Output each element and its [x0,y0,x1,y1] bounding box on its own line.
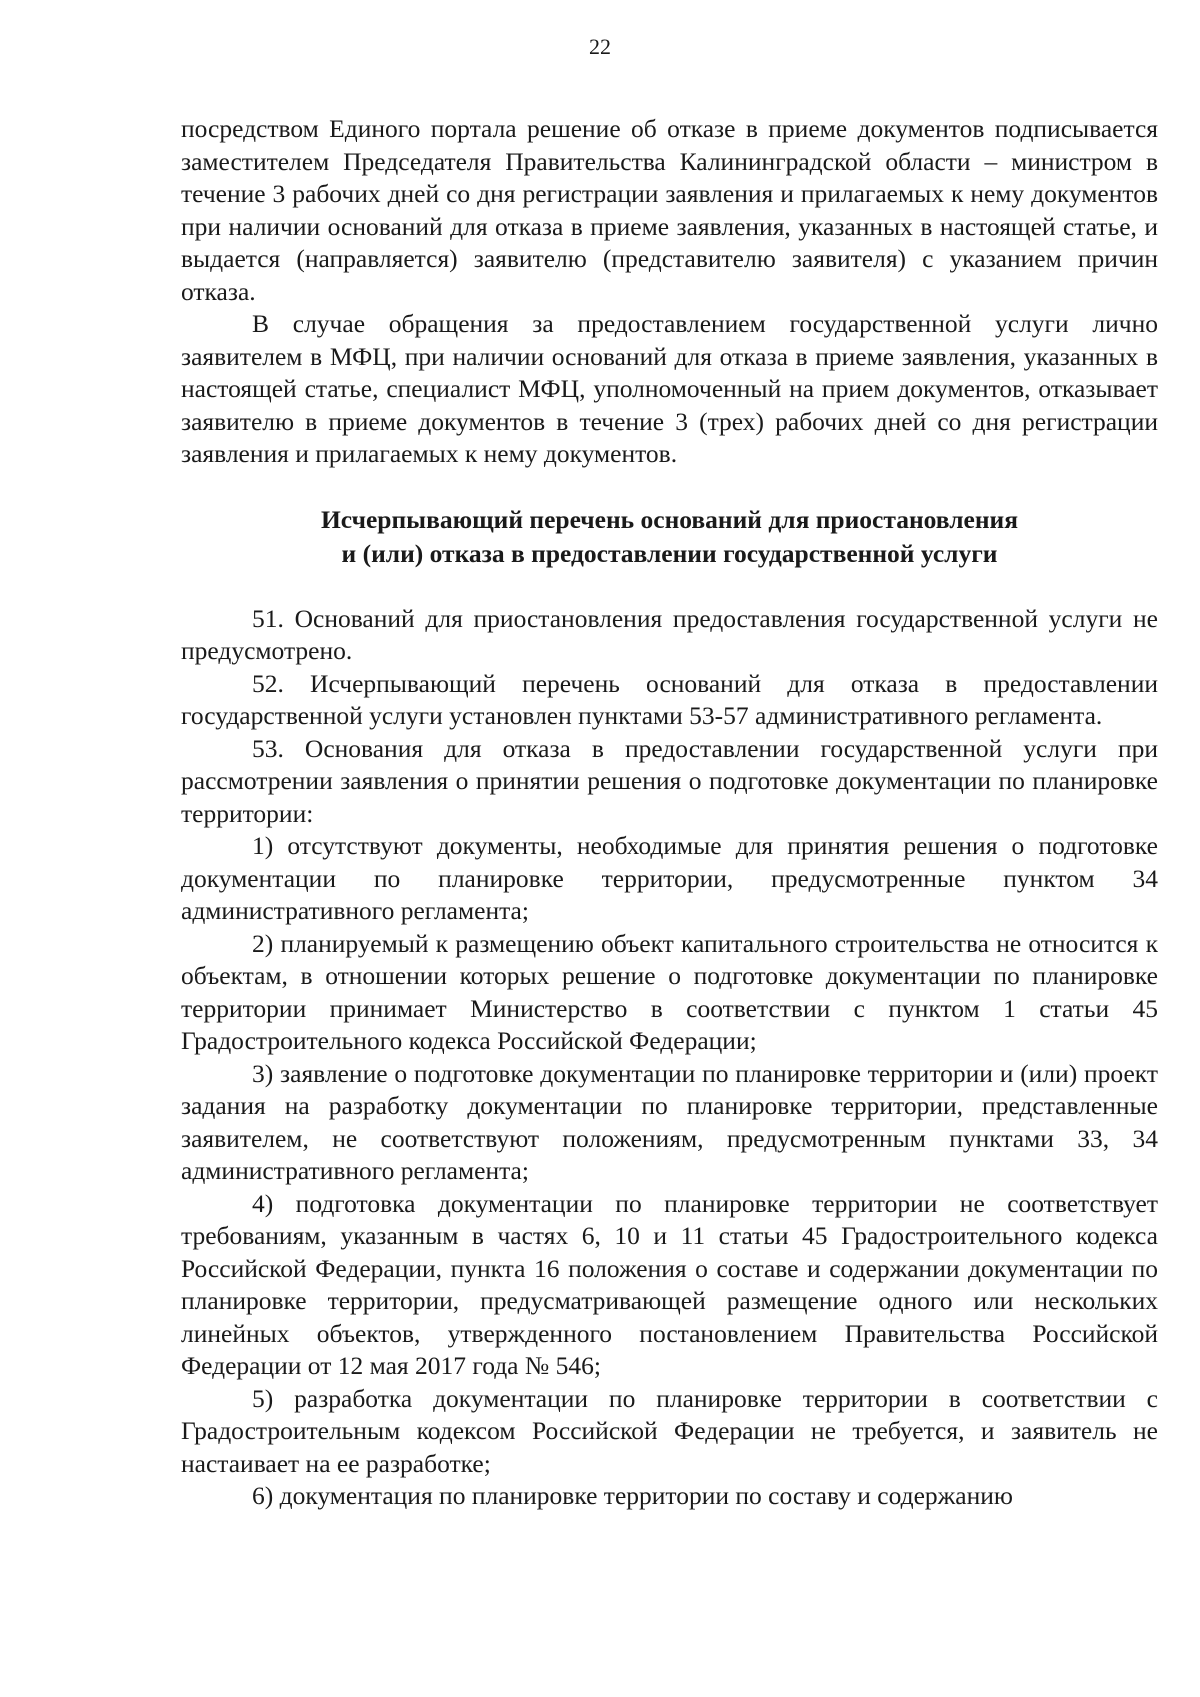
document-body [181,113,1158,1513]
list-item-5: 5) разработка документации по планировке территории в соответствии с Градостроительным кодексом Российской Федерации не требуется, и заявитель не настаивает на ее разработке; [181,1383,1158,1478]
page-number: 22 [589,34,611,59]
section-heading-line: и (или) отказа в предоставлении государственной услуги [341,538,998,568]
list-item-1: 1) отсутствуют документы, необходимые для принятия решения о подготовке документации по планировке территории, предусмотренные пунктом 34 административного регламента; [181,831,1158,925]
clause-51: 51. Оснований для приостановления предоставления государственной услуги не предусмотрено. [181,603,1158,665]
section-heading-line: Исчерпывающий перечень оснований для приостановления [320,504,1019,534]
paragraph: В случае обращения за предоставлением государственной услуги лично заявителем в МФЦ, при наличии оснований для отказа в приеме заявления, указанных в настоящей статье, специалист МФЦ, уполномоченный на прием документов, отказывает заявителю в приеме документов в течение 3 (трех) рабочих дней со дня регистрации заявления и прилагаемых к нему документов. [181,309,1158,468]
clause-53: 53. Основания для отказа в предоставлении государственной услуги при рассмотрении заявления о принятии решения о подготовке документации по планировке территории: [181,733,1158,828]
paragraph: посредством Единого портала решение об отказе в приеме документов подписывается заместителем Председателя Правительства Калининградской области – министром в течение 3 рабочих дней со дня регистрации заявления и прилагаемых к нему документов при наличии оснований для отказа в приеме заявления, указанных в настоящей статье, и выдается (направляется) заявителю (представителю заявителя) с указанием причин отказа. [181,114,1158,306]
list-item-2: 2) планируемый к размещению объект капитального строительства не относится к объектам, в отношении которых решение о подготовке документации по планировке территории принимает Министерство в соответствии с пунктом 1 статьи 45 Градостроительного кодекса Российской Федерации; [181,928,1158,1055]
section-heading [181,503,1158,571]
clause-52: 52. Исчерпывающий перечень оснований для отказа в предоставлении государственной услуги установлен пунктами 53-57 административного регламента. [181,668,1158,730]
list-item-4: 4) подготовка документации по планировке территории не соответствует требованиям, указанным в частях 6, 10 и 11 статьи 45 Градостроительного кодекса Российской Федерации, пункта 16 положения о составе и содержании документации по планировке территории, предусматривающей размещение одного или нескольких линейных объектов, утвержденного постановлением Правительства Российской Федерации от 12 мая 2017 года № 546; [181,1188,1158,1380]
list-item-3: 3) заявление о подготовке документации по планировке территории и (или) проект задания на разработку документации по планировке территории, представленные заявителем, не соответствуют положениям, предусмотренным пунктами 33, 34 административного регламента; [181,1058,1158,1185]
list-item-6: 6) документация по планировке территории по составу и содержанию [252,1481,1013,1510]
